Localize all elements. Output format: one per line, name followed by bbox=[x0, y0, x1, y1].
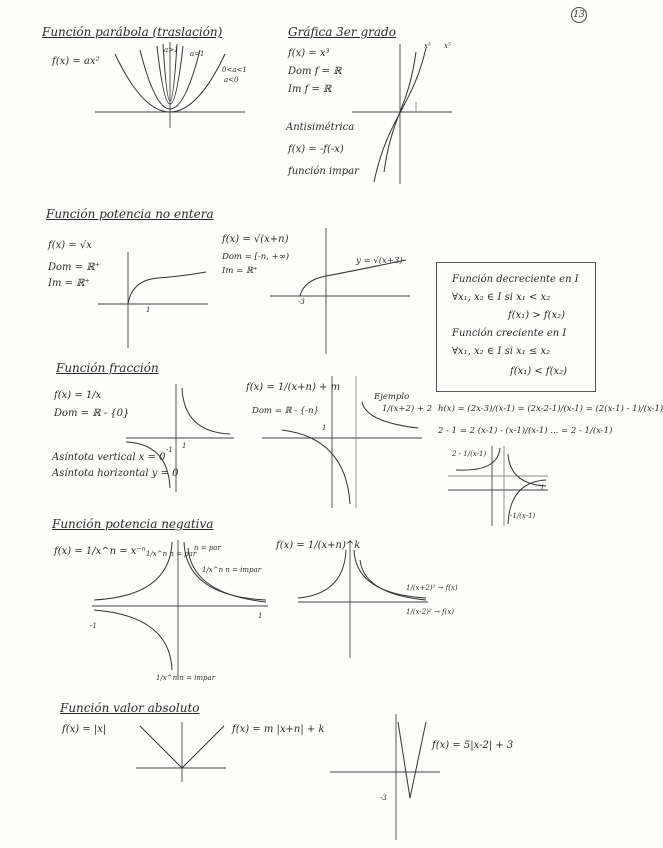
abs-tick: -3 bbox=[380, 794, 387, 802]
cubic-label-x5: x⁵ bbox=[444, 42, 451, 50]
fraction-formula-1: f(x) = 1/x bbox=[54, 390, 102, 401]
negpow-label-r1: 1/(x+2)² → f(x) bbox=[406, 584, 458, 592]
parabola-title: Función parábola (traslación) bbox=[42, 25, 223, 39]
fraction-tick-1: 1 bbox=[182, 442, 187, 450]
sqrt-im-1: Im = ℝ⁺ bbox=[48, 278, 90, 289]
negpow-graph-2 bbox=[298, 540, 428, 658]
negpow-label-even-2: n = par bbox=[194, 544, 221, 552]
hx-neg-label: -1/(x-1) bbox=[510, 512, 536, 520]
fraction-dom-2: Dom = ℝ - {-n} bbox=[252, 406, 320, 416]
fraction-title: Función fracción bbox=[56, 361, 159, 375]
abs-graph-1 bbox=[136, 722, 226, 782]
negpow-formula-2: f(x) = 1/(x+n)^k bbox=[276, 540, 361, 551]
negpow-label-odd-bottom: 1/x^n n = impar bbox=[156, 674, 216, 682]
sqrt-im-2: Im = ℝ⁺ bbox=[222, 266, 258, 276]
cubic-dom: Dom f = ℝ bbox=[288, 66, 342, 77]
fraction-graph-2 bbox=[262, 376, 422, 508]
box-dec-title: Función decreciente en I bbox=[452, 274, 579, 285]
sqrt-tick-1: 1 bbox=[146, 306, 151, 314]
cubic-graph bbox=[352, 44, 452, 184]
fraction-dom-1: Dom = ℝ - {0} bbox=[54, 408, 130, 419]
fraction-graph-1 bbox=[126, 384, 234, 492]
sqrt-tick-neg: -3 bbox=[298, 298, 305, 306]
sqrt-curve-label: y = √(x+3) bbox=[356, 256, 403, 266]
cubic-title: Gráfica 3er grado bbox=[288, 25, 396, 39]
box-inc-title: Función creciente en I bbox=[452, 328, 567, 339]
sqrt-formula-1: f(x) = √x bbox=[48, 240, 92, 251]
cubic-label-x3: x³ bbox=[424, 42, 431, 50]
sqrt-dom-2: Dom = [-n, +∞) bbox=[222, 252, 290, 262]
cubic-im: Im f = ℝ bbox=[288, 84, 332, 95]
sqrt-dom-1: Dom = ℝ⁺ bbox=[48, 262, 100, 273]
parabola-formula: f(x) = ax² bbox=[52, 56, 100, 67]
cubic-antisym-formula: f(x) = -f(-x) bbox=[288, 144, 344, 155]
fraction-example-formula: 1/(x+2) + 2 bbox=[382, 404, 433, 414]
hx-line-1: h(x) = (2x-3)/(x-1) = (2x-2-1)/(x-1) = (2(x-1) - 1)/(x-1) bbox=[438, 404, 663, 414]
box-inc-cond: ∀x₁, x₂ ∈ I si x₁ ≤ x₂ bbox=[452, 346, 551, 357]
negpow-graph-1 bbox=[92, 540, 268, 680]
box-inc-result: f(x₁) < f(x₂) bbox=[510, 366, 568, 377]
negpow-label-odd: 1/x^n n = impar bbox=[202, 566, 262, 574]
hx-graph-label: 2 - 1/(x-1) bbox=[452, 450, 487, 458]
cubic-odd: función impar bbox=[288, 166, 359, 177]
abs-graph-2 bbox=[330, 714, 440, 840]
negpow-tick-neg: -1 bbox=[90, 622, 97, 630]
negpow-tick-pos: 1 bbox=[258, 612, 263, 620]
fraction-example-label: Ejemplo bbox=[374, 392, 410, 402]
fraction-formula-2: f(x) = 1/(x+n) + m bbox=[246, 382, 341, 393]
abs-title: Función valor absoluto bbox=[60, 701, 200, 715]
fraction-asym-h: Asíntota horizontal y = 0 bbox=[52, 468, 179, 479]
hx-tick: 1 bbox=[540, 484, 545, 492]
abs-formula-2: f(x) = m |x+n| + k bbox=[232, 724, 325, 735]
negpow-title: Función potencia negativa bbox=[52, 517, 214, 531]
fraction-tick-2: -1 bbox=[166, 446, 173, 454]
sqrt-graph-2 bbox=[270, 228, 410, 354]
parabola-label-a2: a=1 bbox=[190, 50, 205, 58]
hx-line-2: 2 - 1 = 2 (x-1) - (x-1)/(x-1) ... = 2 - 1/(x-1) bbox=[438, 426, 613, 436]
negpow-label-r2: 1/(x-2)² → f(x) bbox=[406, 608, 455, 616]
parabola-graph bbox=[95, 40, 245, 130]
abs-formula-1: f(x) = |x| bbox=[62, 724, 107, 735]
parabola-label-a3: 0<a<1 bbox=[222, 66, 247, 74]
cubic-formula: f(x) = x³ bbox=[288, 48, 330, 59]
page-number: 13 bbox=[571, 7, 587, 23]
fraction-tick-3: 1 bbox=[322, 424, 327, 432]
sqrt-formula-2: f(x) = √(x+n) bbox=[222, 234, 289, 245]
cubic-antisym: Antisimétrica bbox=[286, 122, 355, 133]
sqrt-graph-1 bbox=[98, 250, 208, 350]
negpow-label-even: 1/x^n n = par bbox=[146, 550, 197, 558]
sqrt-title: Función potencia no entera bbox=[46, 207, 214, 221]
parabola-label-a1: a>1 bbox=[164, 46, 179, 54]
parabola-label-a4: a<0 bbox=[224, 76, 239, 84]
box-dec-result: f(x₁) > f(x₂) bbox=[508, 310, 566, 321]
box-dec-cond: ∀x₁, x₂ ∈ I si x₁ < x₂ bbox=[452, 292, 551, 303]
fraction-asym-v: Asíntota vertical x = 0 bbox=[52, 452, 166, 463]
abs-formula-3: f(x) = 5|x-2| + 3 bbox=[432, 740, 514, 751]
negpow-formula-1: f(x) = 1/x^n = x⁻ⁿ bbox=[54, 546, 146, 557]
